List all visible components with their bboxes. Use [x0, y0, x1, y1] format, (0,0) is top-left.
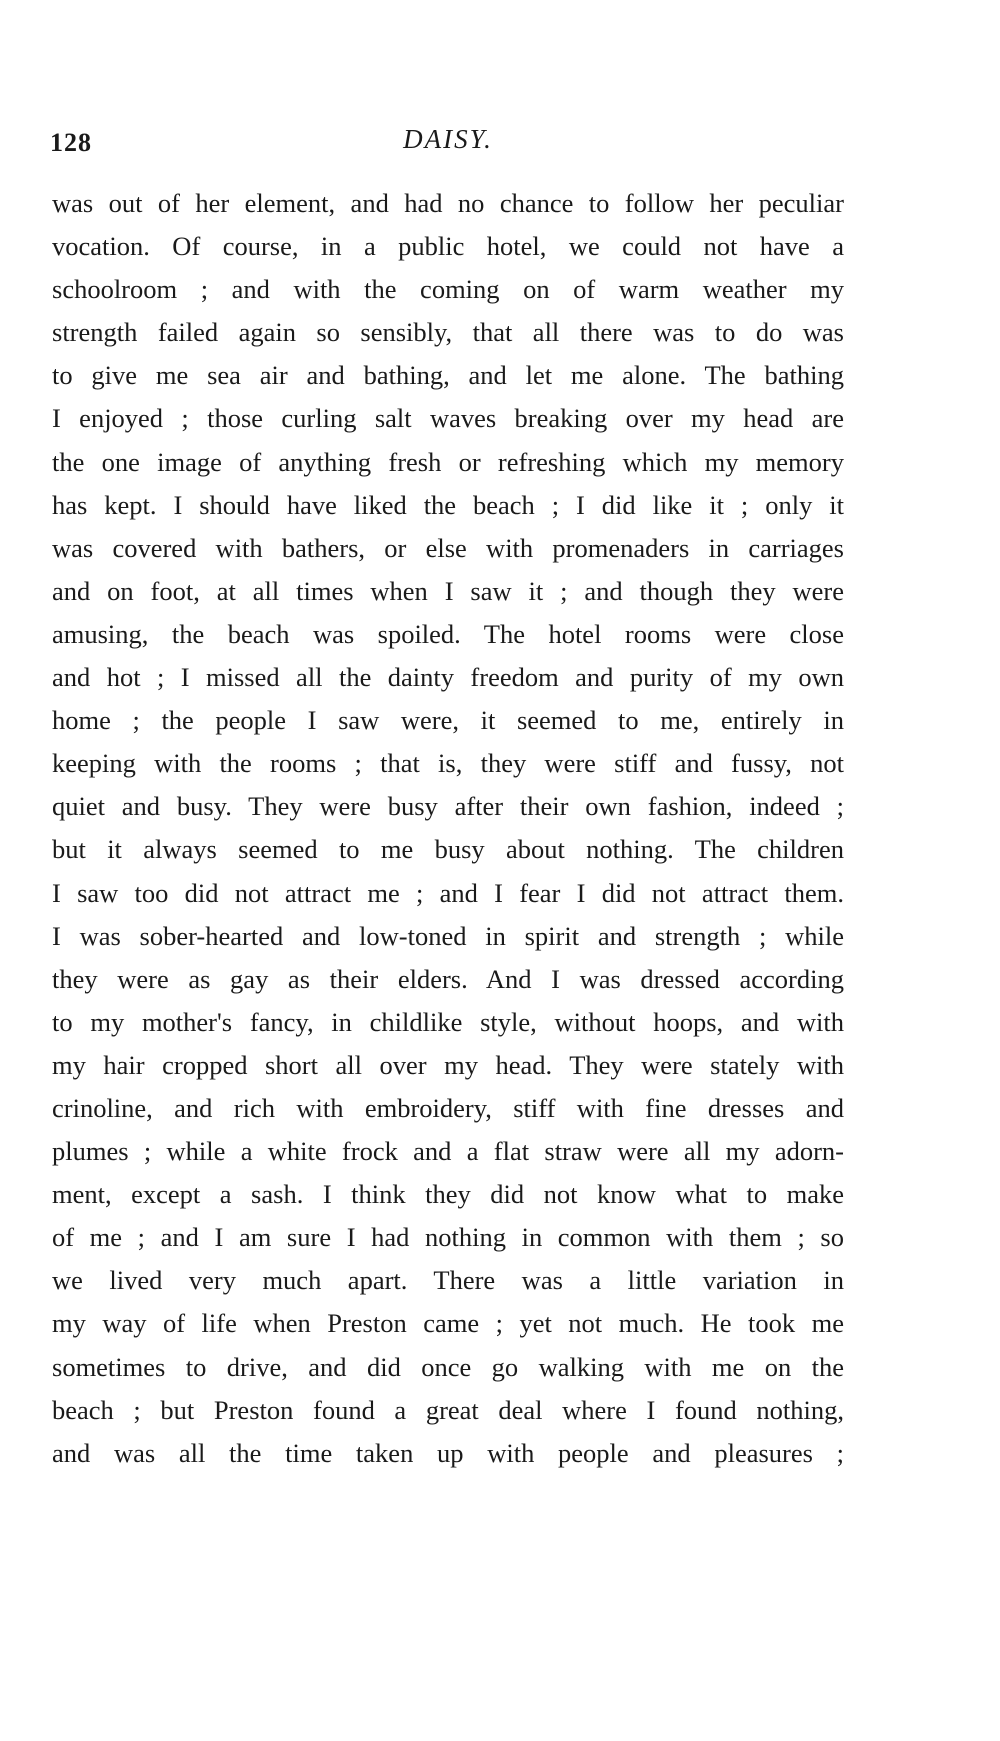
- text-line: home ; the people I saw were, it seemed to me, entirely in: [52, 705, 844, 736]
- running-title: DAISY.: [403, 124, 493, 154]
- text-line: was covered with bathers, or else with promenaders in carriages: [52, 532, 844, 563]
- text-line: vocation. Of course, in a public hotel, we could not have a: [52, 231, 844, 262]
- text-line: was out of her element, and had no chance to follow her peculiar: [52, 188, 844, 218]
- text-line: ment, except a sash. I think they did not know what to make: [52, 1179, 844, 1210]
- text-line: amusing, the beach was spoiled. The hotel rooms were close: [52, 618, 844, 649]
- text-line: I saw too did not attract me ; and I fear I did not attract them.: [52, 877, 844, 908]
- text-line: and was all the time taken up with people and pleasures ;: [52, 1437, 844, 1468]
- text-line: I enjoyed ; those curling salt waves breaking over my head are: [52, 403, 844, 434]
- text-line: to my mother's fancy, in childlike style, without hoops, and with: [52, 1006, 844, 1037]
- text-line: they were as gay as their elders. And I was dressed according: [52, 963, 844, 994]
- text-line: we lived very much apart. There was a little variation in: [52, 1265, 844, 1296]
- text-line: to give me sea air and bathing, and let me alone. The bathing: [52, 360, 844, 391]
- body-text: [52, 182, 844, 1475]
- text-line: but it always seemed to me busy about nothing. The children: [52, 834, 844, 865]
- text-line: schoolroom ; and with the coming on of warm weather my: [52, 274, 844, 305]
- text-line: the one image of anything fresh or refreshing which my memory: [52, 446, 844, 477]
- text-line: beach ; but Preston found a great deal where I found nothing,: [52, 1394, 844, 1425]
- page-number: 128: [50, 128, 92, 157]
- text-line: has kept. I should have liked the beach ; I did like it ; only it: [52, 489, 844, 520]
- text-line: crinoline, and rich with embroidery, stiff with fine dresses and: [52, 1092, 844, 1123]
- text-line: strength failed again so sensibly, that all there was to do was: [52, 317, 844, 348]
- text-line: and hot ; I missed all the dainty freedom and purity of my own: [52, 662, 844, 693]
- text-line: sometimes to drive, and did once go walking with me on the: [52, 1351, 844, 1382]
- text-line: plumes ; while a white frock and a flat straw were all my adorn-: [52, 1136, 844, 1167]
- text-line: my way of life when Preston came ; yet not much. He took me: [52, 1308, 844, 1339]
- text-line: my hair cropped short all over my head. They were stately with: [52, 1049, 844, 1080]
- text-line: quiet and busy. They were busy after their own fashion, indeed ;: [52, 791, 844, 822]
- text-line: of me ; and I am sure I had nothing in common with them ; so: [52, 1222, 844, 1253]
- text-line: and on foot, at all times when I saw it ; and though they were: [52, 575, 844, 606]
- text-line: I was sober-hearted and low-toned in spirit and strength ; while: [52, 920, 844, 951]
- text-line: keeping with the rooms ; that is, they were stiff and fussy, not: [52, 748, 844, 779]
- page-header: [48, 120, 848, 160]
